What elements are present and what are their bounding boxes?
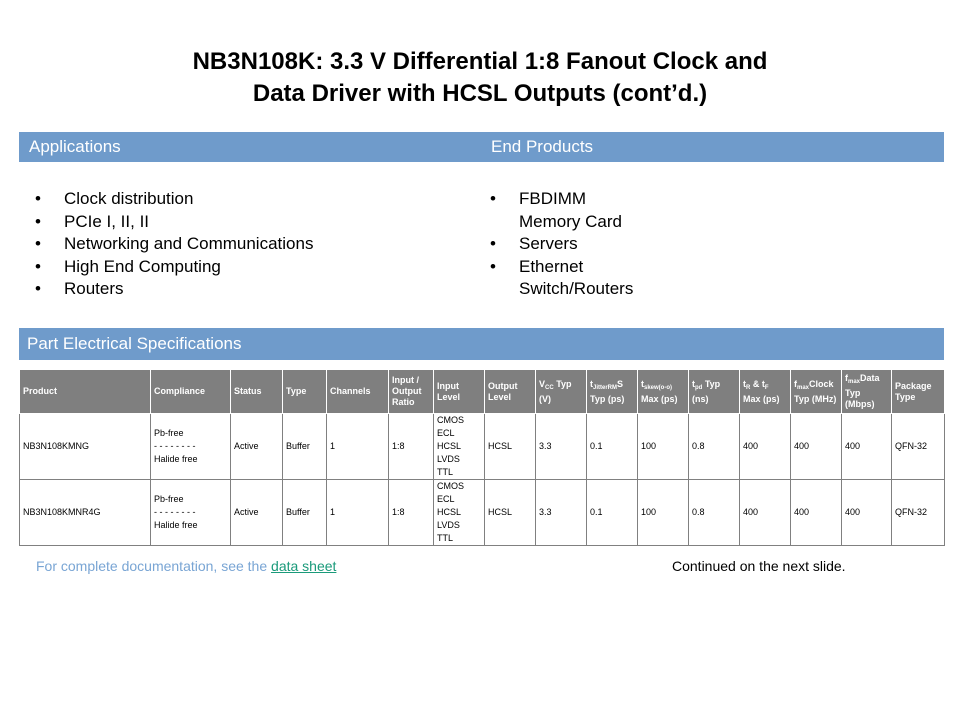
cell-compliance: Pb-free - - - - - - - - Halide free [151, 480, 231, 546]
title-line-1: NB3N108K: 3.3 V Differential 1:8 Fanout Clock and [192, 48, 768, 75]
col-vcc: $V_{CC}$ Typ (V) [536, 370, 587, 414]
end-products-heading: End Products [491, 137, 594, 156]
cell-tpd: 0.8 [689, 414, 740, 480]
list-item: • PCIe I, II, II [35, 211, 313, 234]
col-input-level: Input Level [434, 370, 485, 414]
cell-tjitter: 0.1 [587, 480, 638, 546]
cell-type: Buffer [283, 414, 327, 480]
list-item: • Routers [35, 278, 313, 301]
cell-type: Buffer [283, 480, 327, 546]
cell-ratio: 1:8 [389, 414, 434, 480]
cell-trtf: 400 [740, 414, 791, 480]
cell-fmax-data: 400 [842, 414, 892, 480]
list-item [490, 256, 633, 301]
list-item: • Networking and Communications [35, 233, 313, 256]
cell-fmax-clock: 400 [791, 414, 842, 480]
cell-tjitter: 0.1 [587, 414, 638, 480]
documentation-note [36, 557, 336, 575]
applications-header-bar [19, 132, 944, 162]
cell-ratio: 1:8 [389, 480, 434, 546]
list-item-text: Ethernet [519, 256, 584, 276]
list-item: • Clock distribution [35, 188, 313, 211]
cell-output-level: HCSL [485, 480, 536, 546]
list-item [490, 188, 633, 233]
col-fmax-clock: $f_{max}Clock$ Typ (MHz) [791, 370, 842, 414]
col-status: Status [231, 370, 283, 414]
spec-table [19, 369, 945, 546]
cell-status: Active [231, 414, 283, 480]
col-output-level: Output Level [485, 370, 536, 414]
col-tskew: $t_{skew(o-o)}$ Max (ps) [638, 370, 689, 414]
applications-list [35, 188, 313, 301]
title-line-2: Data Driver with HCSL Outputs (cont’d.) [252, 80, 708, 107]
list-item: • High End Computing [35, 256, 313, 279]
applications-heading: Applications [29, 137, 121, 156]
col-tjitter: $t_{JitterRM}S$ Typ (ps) [587, 370, 638, 414]
cell-trtf: 400 [740, 480, 791, 546]
col-channels: Channels [327, 370, 389, 414]
cell-product: NB3N108KMNR4G [20, 480, 151, 546]
page-title [0, 46, 960, 110]
cell-channels: 1 [327, 414, 389, 480]
cell-compliance: Pb-free - - - - - - - - Halide free [151, 414, 231, 480]
col-type: Type [283, 370, 327, 414]
cell-input-level: CMOS ECL HCSL LVDS TTL [434, 414, 485, 480]
cell-vcc: 3.3 [536, 414, 587, 480]
list-item: • Servers [490, 233, 633, 256]
continued-note: Continued on the next slide. [672, 558, 846, 574]
cell-output-level: HCSL [485, 414, 536, 480]
col-package: Package Type [892, 370, 945, 414]
cell-channels: 1 [327, 480, 389, 546]
col-product: Product [20, 370, 151, 414]
col-tpd: $t_{pd}$ Typ (ns) [689, 370, 740, 414]
data-sheet-link[interactable]: data sheet [271, 558, 337, 574]
cell-tskew: 100 [638, 414, 689, 480]
cell-vcc: 3.3 [536, 480, 587, 546]
cell-fmax-clock: 400 [791, 480, 842, 546]
specs-heading: Part Electrical Specifications [27, 334, 242, 353]
list-item-text: Switch/Routers [519, 279, 634, 299]
table-header-row [20, 370, 945, 414]
end-products-list [490, 188, 633, 301]
cell-package: QFN-32 [892, 480, 945, 546]
cell-status: Active [231, 480, 283, 546]
cell-product: NB3N108KMNG [20, 414, 151, 480]
documentation-text: For complete documentation, see the [36, 558, 272, 574]
list-item-text: FBDIMM [519, 189, 587, 208]
table-row [20, 480, 945, 546]
col-compliance: Compliance [151, 370, 231, 414]
col-ratio: Input / Output Ratio [389, 370, 434, 414]
cell-input-level: CMOS ECL HCSL LVDS TTL [434, 480, 485, 546]
col-fmax-data: $f_{max}Data$ Typ (Mbps) [842, 370, 892, 414]
list-item-text: Memory Card [519, 211, 622, 231]
cell-tskew: 100 [638, 480, 689, 546]
cell-fmax-data: 400 [842, 480, 892, 546]
col-trtf: $t_R$ & $t_F$ Max (ps) [740, 370, 791, 414]
table-row [20, 414, 945, 480]
cell-tpd: 0.8 [689, 480, 740, 546]
specs-header-bar [19, 328, 944, 360]
cell-package: QFN-32 [892, 414, 945, 480]
